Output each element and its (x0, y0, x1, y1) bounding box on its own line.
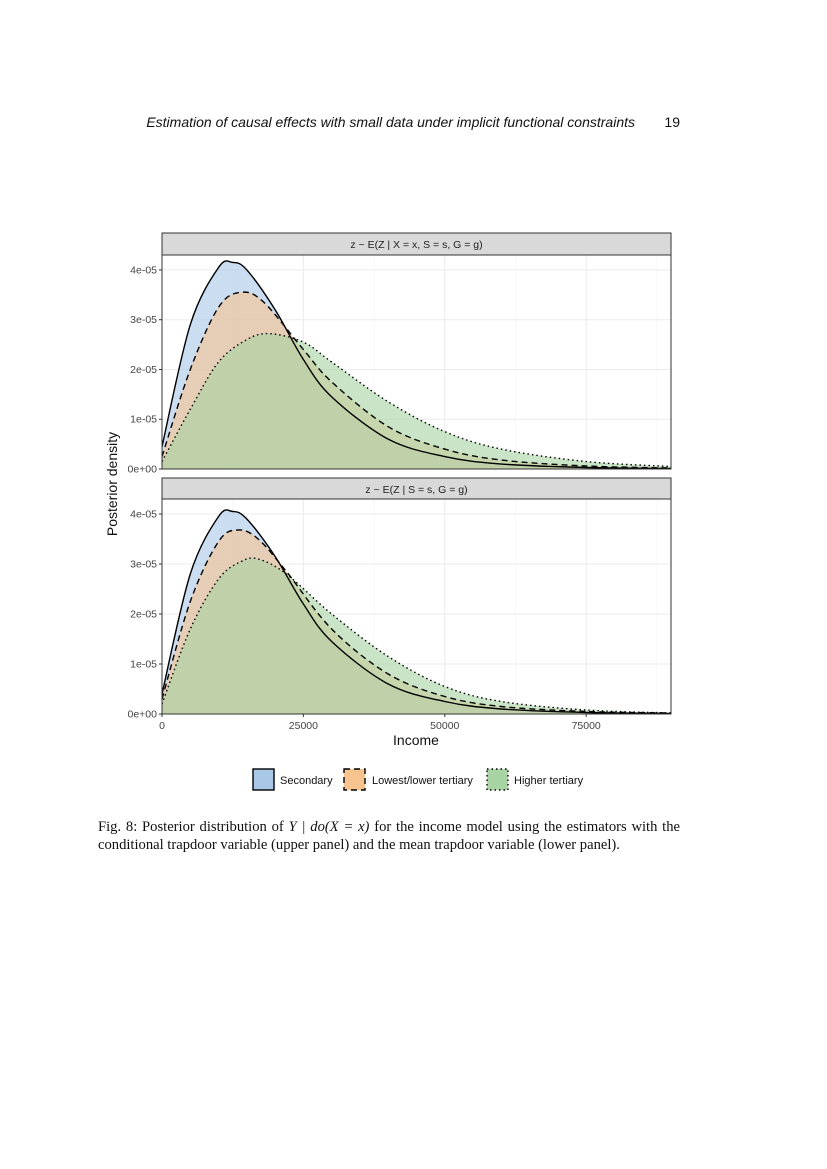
caption-math: Y | do(X = x) (288, 819, 370, 835)
panel-2 (128, 478, 672, 732)
caption-text-after: for the income model using the estimators with the conditional trapdoor variable (upper panel) and the mean trapdoor variable (lower panel). (98, 819, 681, 853)
x-tick-label: 25000 (288, 720, 318, 732)
panel-strip-title: z ~ E(Z | S = s, G = g) (365, 484, 468, 496)
y-tick-label: 0e+00 (127, 708, 157, 721)
x-tick-label: 50000 (430, 720, 460, 732)
figure-caption (98, 818, 680, 854)
legend-label: Lowest/lower tertiary (372, 775, 473, 787)
y-tick-label: 4e-05 (130, 508, 157, 521)
y-tick-label: 3e-05 (130, 314, 157, 327)
y-tick-label: 4e-05 (130, 264, 157, 277)
caption-text-before: Posterior distribution of (137, 819, 289, 835)
x-axis-label: Income (393, 732, 439, 748)
y-axis-label: Posterior density (104, 431, 120, 537)
legend-item-higher-tertiary (487, 769, 584, 790)
x-tick-label: 75000 (571, 720, 601, 732)
legend-label: Secondary (280, 775, 333, 787)
y-tick-label: 1e-05 (130, 413, 157, 426)
panel-1 (128, 233, 672, 476)
y-tick-label: 0e+00 (127, 463, 157, 476)
running-head-title: Estimation of causal effects with small data under implicit functional constraints (146, 114, 635, 130)
y-tick-label: 2e-05 (130, 608, 157, 621)
legend-item-secondary (253, 769, 333, 790)
legend-label: Higher tertiary (514, 775, 584, 787)
figure-panels (128, 233, 672, 732)
legend-swatch (344, 769, 365, 790)
legend-swatch (487, 769, 508, 790)
y-tick-label: 1e-05 (130, 658, 157, 671)
y-tick-label: 2e-05 (130, 363, 157, 376)
caption-label: Fig. 8: (98, 819, 138, 835)
y-tick-label: 3e-05 (130, 558, 157, 571)
legend (253, 769, 584, 790)
x-tick-label: 0 (159, 720, 165, 732)
panel-strip-title: z ~ E(Z | X = x, S = s, G = g) (350, 239, 483, 251)
legend-item-lowest-lower-tertiary (344, 769, 473, 790)
page-number: 19 (664, 114, 680, 130)
legend-swatch (253, 769, 274, 790)
